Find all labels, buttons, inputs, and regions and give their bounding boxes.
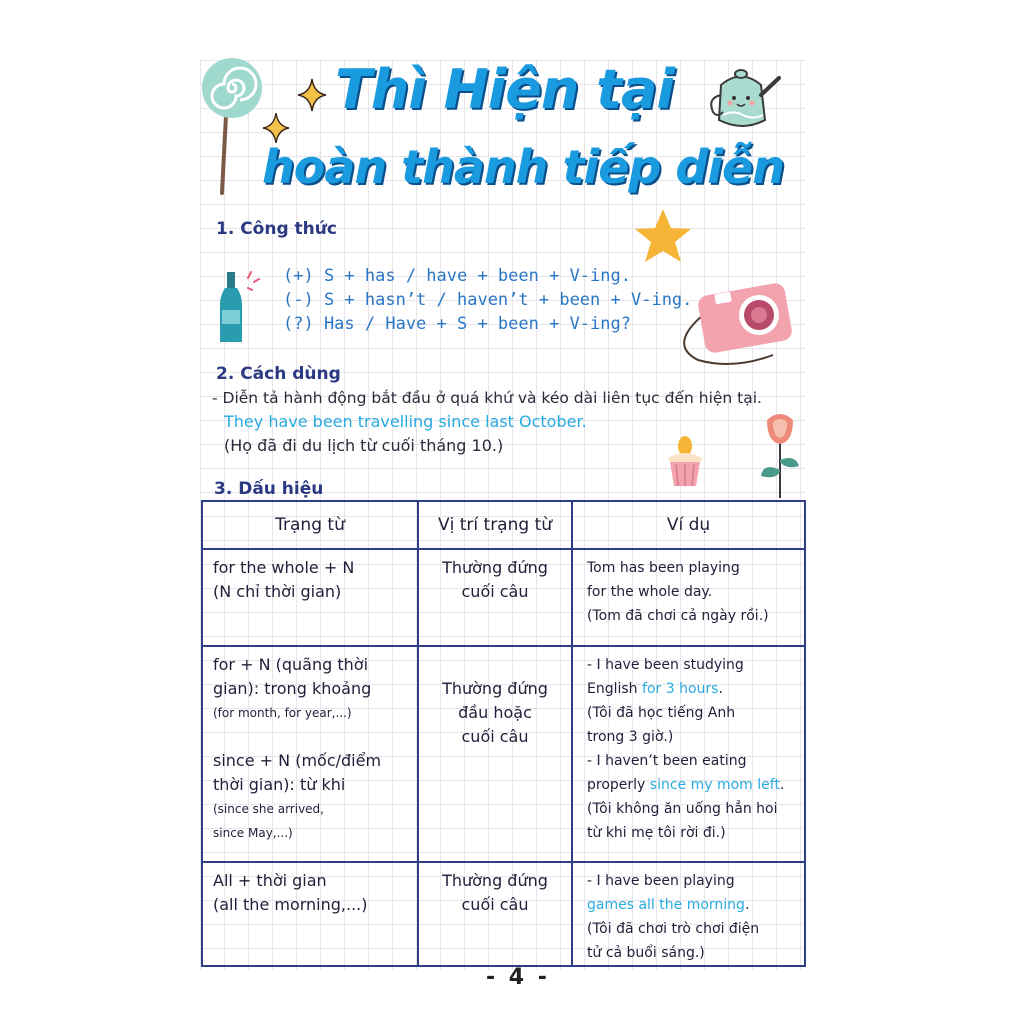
example-text: (Tôi đã học tiếng Anh bbox=[587, 705, 736, 721]
example-text: - I have been studying bbox=[587, 657, 744, 673]
example-text-part: properly bbox=[587, 777, 650, 793]
position-text: đầu hoặc bbox=[458, 703, 532, 722]
adverb-text: for the whole + N bbox=[213, 558, 355, 577]
position-text: Thường đứng bbox=[442, 558, 548, 577]
adverb-note: (since she arrived, bbox=[213, 802, 324, 816]
example-text: (Tom đã chơi cả ngày rồi.) bbox=[587, 608, 769, 624]
example-text: tử cả buổi sáng.) bbox=[587, 945, 705, 961]
example-text: trong 3 giờ.) bbox=[587, 729, 674, 745]
cupcake-icon bbox=[664, 432, 706, 488]
example-text: (Tôi không ăn uống hẳn hoi bbox=[587, 801, 778, 817]
flower-icon bbox=[755, 410, 805, 500]
page-number: - 4 - bbox=[486, 965, 550, 990]
section-heading-usage: 2. Cách dùng bbox=[216, 364, 341, 384]
example-text: Tom has been playing bbox=[587, 560, 740, 576]
sparkle-icon bbox=[297, 78, 327, 112]
example-text: - I have been playing bbox=[587, 873, 735, 889]
adverb-text: thời gian): từ khi bbox=[213, 775, 346, 794]
table-row bbox=[202, 549, 805, 646]
position-text: cuối câu bbox=[461, 582, 529, 601]
adverb-text: for + N (quãng thời bbox=[213, 655, 369, 674]
example-text: từ khi mẹ tôi rời đi.) bbox=[587, 825, 726, 841]
position-text: cuối câu bbox=[461, 895, 529, 914]
example-text bbox=[587, 773, 804, 797]
signal-table bbox=[201, 500, 806, 967]
example-text bbox=[587, 677, 804, 701]
page-title-line2: hoàn thành tiếp diễn bbox=[262, 140, 784, 194]
table-row bbox=[202, 646, 805, 862]
teapot-icon bbox=[703, 60, 783, 135]
adverb-text: (N chỉ thời gian) bbox=[213, 582, 342, 601]
example-text-part: . bbox=[779, 777, 785, 793]
page-title-line1: Thì Hiện tại bbox=[335, 58, 674, 121]
usage-translation: (Họ đã đi du lịch từ cuối tháng 10.) bbox=[224, 436, 504, 455]
example-text: for the whole day. bbox=[587, 584, 713, 600]
formula-question: (?) Has / Have + S + been + V-ing? bbox=[283, 314, 631, 334]
table-header-adverb: Trạng từ bbox=[202, 501, 418, 549]
camera-icon bbox=[673, 275, 803, 370]
section-heading-signals: 3. Dấu hiệu bbox=[214, 479, 324, 499]
section-heading-formula: 1. Công thức bbox=[216, 219, 337, 239]
adverb-text: since + N (mốc/điểm bbox=[213, 751, 382, 770]
example-text bbox=[587, 893, 804, 917]
position-text: cuối câu bbox=[461, 727, 529, 746]
usage-text: - Diễn tả hành động bắt đầu ở quá khứ và kéo dài liên tục đến hiện tại. bbox=[212, 389, 762, 407]
example-text-part: . bbox=[744, 897, 750, 913]
adverb-note: since May,...) bbox=[213, 826, 293, 840]
lollipop-icon bbox=[200, 55, 270, 195]
example-text: (Tôi đã chơi trò chơi điện bbox=[587, 921, 760, 937]
position-text: Thường đứng bbox=[442, 871, 548, 890]
formula-positive: (+) S + has / have + been + V-ing. bbox=[283, 266, 631, 286]
adverb-note: (for month, for year,...) bbox=[213, 706, 352, 720]
adverb-text: (all the morning,...) bbox=[213, 895, 368, 914]
example-highlight: for 3 hours bbox=[642, 681, 719, 697]
position-text: Thường đứng bbox=[442, 679, 548, 698]
example-highlight: since my mom left bbox=[649, 777, 780, 793]
star-icon bbox=[633, 207, 693, 265]
example-text-part: English bbox=[587, 681, 643, 697]
adverb-text: gian): trong khoảng bbox=[213, 679, 372, 698]
table-header-position: Vị trí trạng từ bbox=[418, 501, 572, 549]
bottle-icon bbox=[210, 268, 265, 346]
table-header-row bbox=[202, 501, 805, 549]
example-text-part: . bbox=[718, 681, 723, 697]
table-header-example: Ví dụ bbox=[572, 501, 805, 549]
adverb-text: All + thời gian bbox=[213, 871, 327, 890]
example-highlight: games all the morning bbox=[587, 897, 745, 913]
table-row bbox=[202, 862, 805, 966]
example-text: - I haven’t been eating bbox=[587, 753, 747, 769]
usage-example: They have been travelling since last October. bbox=[224, 412, 587, 431]
formula-negative: (-) S + hasn’t / haven’t + been + V-ing. bbox=[283, 290, 693, 310]
